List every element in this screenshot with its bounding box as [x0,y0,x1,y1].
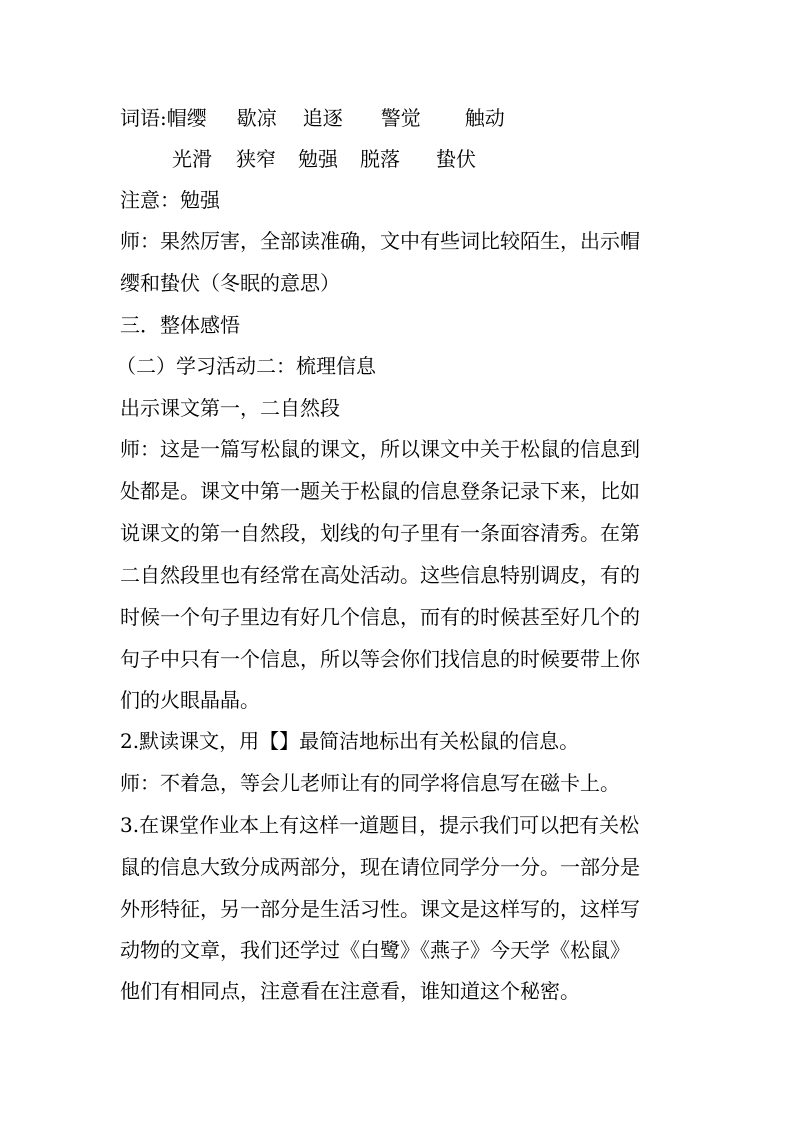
vocab-word: 追逐 [302,106,343,130]
vocab-row-2 [172,140,678,178]
paragraph-line: 注意：勉强 [120,188,220,212]
vocab-row-1 [120,99,678,137]
paragraph-line: 缨和蛰伏（冬眠的意思） [120,271,340,295]
vocab-word: 狭窄 [236,147,276,171]
vocab-word: 警觉 [380,106,421,130]
vocab-word: 触动 [464,106,505,130]
section-heading: 三．整体感悟 [120,313,240,337]
paragraph-line: 处都是。课文中第一题关于松鼠的信息登条记录下来，比如 [120,479,640,503]
paragraph-line: 师：不着急，等会儿老师让有的同学将信息写在磁卡上。 [120,771,620,795]
paragraph-line: 们的火眼晶晶。 [120,688,260,712]
vocab-word: 光滑 [172,147,212,171]
paragraph-line: 时候一个句子里边有好几个信息，而有的时候甚至好几个的 [120,605,640,629]
paragraph-line: 动物的文章，我们还学过《白鹭》《燕子》今天学《松鼠》 [120,938,630,962]
paragraph-line: 师：果然厉害，全部读准确，文中有些词比较陌生，出示帽 [120,229,640,253]
paragraph-line: 句子中只有一个信息，所以等会你们找信息的时候要带上你 [120,647,640,671]
numbered-item-2: 2.默读课文，用【】最简洁地标出有关松鼠的信息。 [120,729,580,753]
paragraph-line: 说课文的第一自然段，划线的句子里有一条面容清秀。在第 [120,521,640,545]
paragraph-line: 鼠的信息大致分成两部分，现在请位同学分一分。一部分是 [120,855,640,879]
paragraph-line: 出示课文第一，二自然段 [120,396,340,420]
vocab-word: 蛰伏 [436,147,476,171]
vocab-word: 脱落 [360,147,400,171]
paragraph-line: 他们有相同点，注意看在注意看，谁知道这个秘密。 [120,979,580,1003]
paragraph-line: 师：这是一篇写松鼠的课文，所以课文中关于松鼠的信息到 [120,437,640,461]
vocab-word: 歇凉 [236,106,277,130]
vocab-label: 词语: [120,106,167,130]
paragraph-line: 外形特征，另一部分是生活习性。课文是这样写的，这样写 [120,897,640,921]
paragraph-line: 二自然段里也有经常在高处活动。这些信息特别调皮，有的 [120,563,640,587]
numbered-item-3: 3.在课堂作业本上有这样一道题目，提示我们可以把有关松 [120,813,640,837]
vocab-word: 帽缨 [166,106,207,130]
subsection-heading: （二）学习活动二：梳理信息 [116,354,376,378]
vocab-word: 勉强 [298,147,338,171]
